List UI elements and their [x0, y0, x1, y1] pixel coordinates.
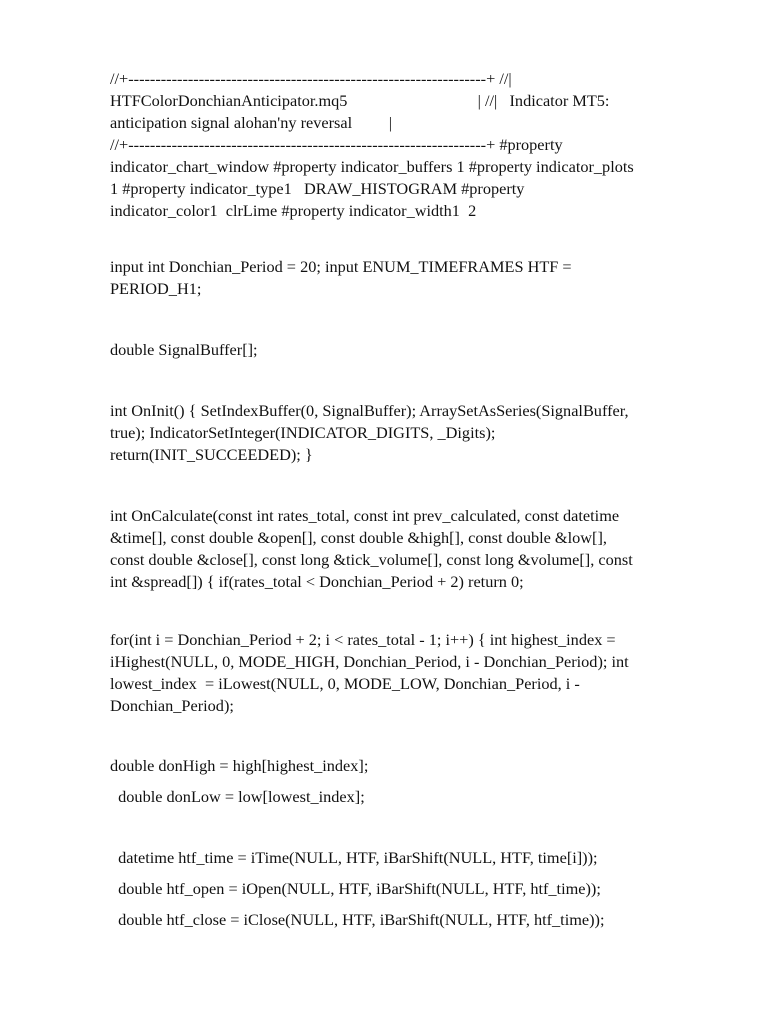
main-loop-start: for(int i = Donchian_Period + 2; i < rates_total - 1; i++) { int highest_index = iHighest(NULL, 0, MODE_HIGH, Donchian_Period, i - Donchian_Period); int lowest_index = iLowest(NULL, 0, MODE_LOW, Donchian_Period, i - Donchian_Period);: [110, 630, 629, 715]
oninit-function: int OnInit() { SetIndexBuffer(0, SignalBuffer); ArraySetAsSeries(SignalBuffer, true); IndicatorSetInteger(INDICATOR_DIGITS, _Digits); return(INIT_SUCCEEDED); }: [110, 401, 629, 464]
buffer-declaration: double SignalBuffer[];: [110, 340, 258, 359]
oncalculate-signature: int OnCalculate(const int rates_total, const int prev_calculated, const datetime &time[], const double &open[], const double &high[], const double &low[], const double &close[], const long &tick_volume[], const long &volume[], const int &spread[]) { if(rates_total < Donchian_Period + 2) return 0;: [110, 506, 633, 591]
input-declarations: input int Donchian_Period = 20; input ENUM_TIMEFRAMES HTF = PERIOD_H1;: [110, 257, 572, 298]
htf-close-line: double htf_close = iClose(NULL, HTF, iBarShift(NULL, HTF, htf_time));: [110, 910, 605, 929]
donhigh-line: double donHigh = high[highest_index];: [110, 756, 369, 775]
header-comment-and-properties: //+------------------------------------------------------------------+ //| HTFColorDonchianAnticipator.mq5 | //| Indicator MT5: anticipation signal alohan'ny reversal | //+------------------------------------------------------------------+ #property indicator_chart_window #property indicator_buffers 1 #property indicator_plots 1 #property indicator_type1 DRAW_HISTOGRAM #property indicator_color1 clrLime #property indicator_width1 2: [110, 69, 634, 220]
htf-open-line: double htf_open = iOpen(NULL, HTF, iBarShift(NULL, HTF, htf_time));: [110, 879, 601, 898]
htf-time-line: datetime htf_time = iTime(NULL, HTF, iBarShift(NULL, HTF, time[i]));: [110, 848, 598, 867]
donlow-line: double donLow = low[lowest_index];: [110, 787, 365, 806]
